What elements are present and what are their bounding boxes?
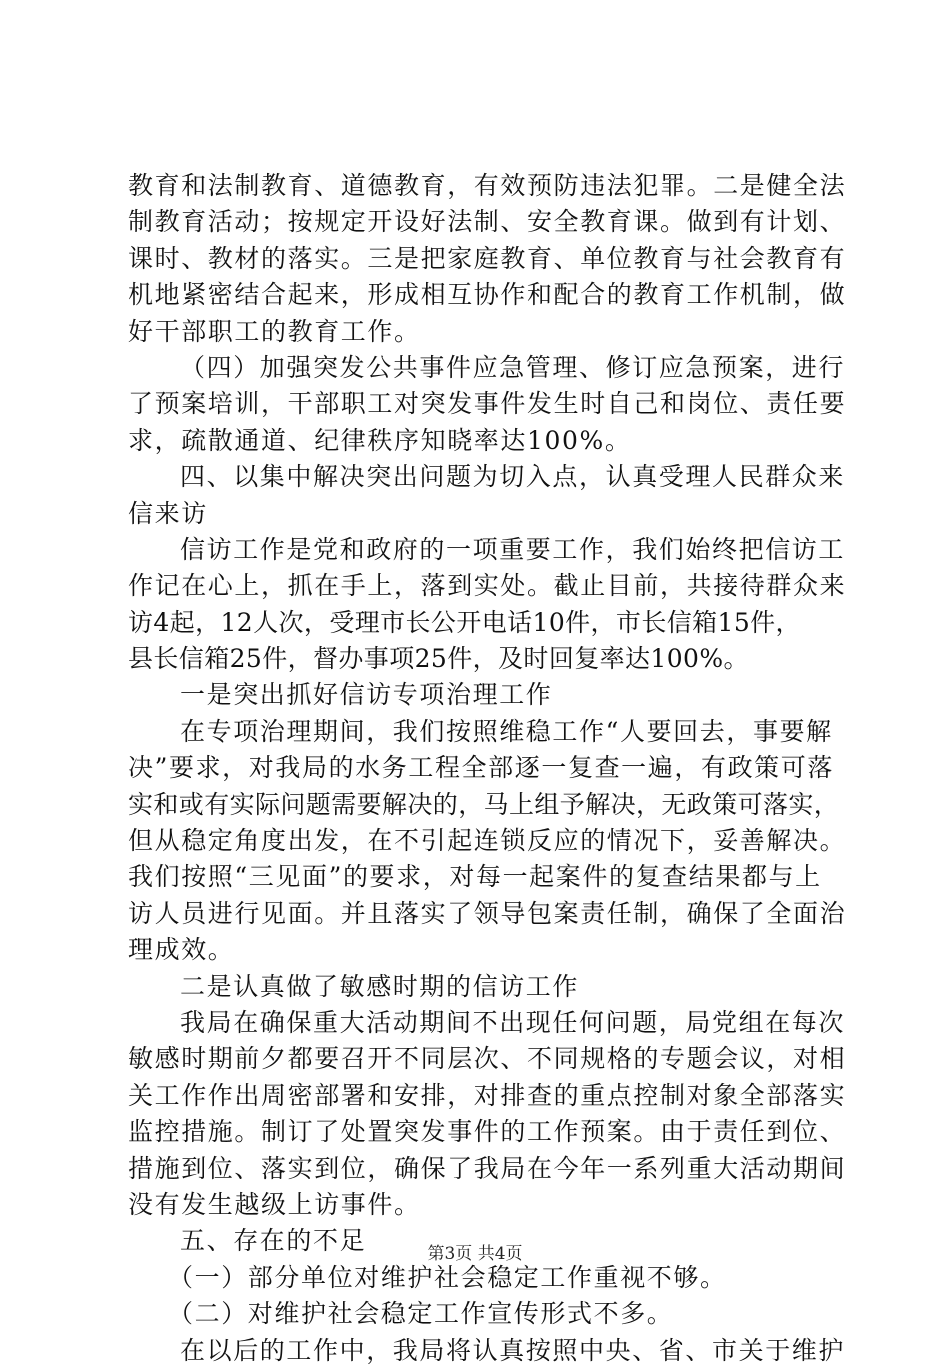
text-line: （二）对维护社会稳定工作宣传形式不多。 — [168, 1299, 674, 1329]
text-line: 实和或有实际问题需要解决的，马上组予解决，无政策可落实， — [128, 789, 840, 819]
text-line: 信来访 — [128, 498, 208, 528]
page-number-footer: 第3页 共4页 — [427, 1244, 523, 1264]
text-line: 理成效。 — [128, 935, 235, 965]
text-line: 课时、教材的落实。三是把家庭教育、单位教育与社会教育有 — [128, 243, 847, 273]
text-line: 县长信箱25件，督办事项25件，及时回复率达100%。 — [128, 644, 749, 674]
text-line: 监控措施。制订了处置突发事件的工作预案。由于责任到位、 — [128, 1117, 847, 1147]
text-line: 没有发生越级上访事件。 — [128, 1189, 421, 1219]
text-line: 决”要求，对我局的水务工程全部逐一复查一遍，有政策可落 — [128, 753, 834, 783]
text-line: 信访工作是党和政府的一项重要工作，我们始终把信访工 — [180, 534, 846, 564]
text-line: 作记在心上，抓在手上，落到实处。截止目前，共接待群众来 — [128, 571, 847, 601]
text-line: 了预案培训，干部职工对突发事件发生时自己和岗位、责任要 — [128, 389, 847, 419]
text-line: 制教育活动；按规定开设好法制、安全教育课。做到有计划、 — [128, 207, 847, 237]
text-line: 我们按照“三见面”的要求，对每一起案件的复查结果都与上 — [128, 862, 822, 892]
text-line: 二是认真做了敏感时期的信访工作 — [180, 971, 580, 1001]
text-line: 求，疏散通道、纪律秩序知晓率达100%。 — [128, 425, 632, 455]
text-line: 我局在确保重大活动期间不出现任何问题，局党组在每次 — [180, 1007, 846, 1037]
text-line: 一是突出抓好信访专项治理工作 — [180, 680, 553, 710]
text-line: 在以后的工作中，我局将认真按照中央、省、市关于维护 — [180, 1335, 846, 1365]
text-line: 在专项治理期间，我们按照维稳工作“人要回去，事要解 — [180, 716, 833, 746]
text-line: 访4起，12人次，受理市长公开电话10件，市长信箱15件， — [128, 607, 801, 637]
text-line: 措施到位、落实到位，确保了我局在今年一系列重大活动期间 — [128, 1153, 847, 1183]
text-line: 五、存在的不足 — [180, 1226, 367, 1256]
text-line: （一）部分单位对维护社会稳定工作重视不够。 — [168, 1262, 727, 1292]
text-line: 敏感时期前夕都要召开不同层次、不同规格的专题会议，对相 — [128, 1044, 847, 1074]
text-line: 教育和法制教育、道德教育，有效预防违法犯罪。二是健全法 — [128, 171, 847, 200]
text-line: （四）加强突发公共事件应急管理、修订应急预案，进行 — [180, 352, 846, 382]
text-line: 但从稳定角度出发，在不引起连锁反应的情况下，妥善解决。 — [128, 826, 847, 856]
text-line: 关工作作出周密部署和安排，对排查的重点控制对象全部落实 — [128, 1080, 847, 1110]
text-line: 访人员进行见面。并且落实了领导包案责任制，确保了全面治 — [128, 898, 847, 928]
document-body — [128, 168, 847, 1369]
text-line: 机地紧密结合起来，形成相互协作和配合的教育工作机制，做 — [128, 280, 847, 310]
text-line: 好干部职工的教育工作。 — [128, 316, 421, 346]
text-line: 四、以集中解决突出问题为切入点，认真受理人民群众来 — [180, 462, 846, 492]
